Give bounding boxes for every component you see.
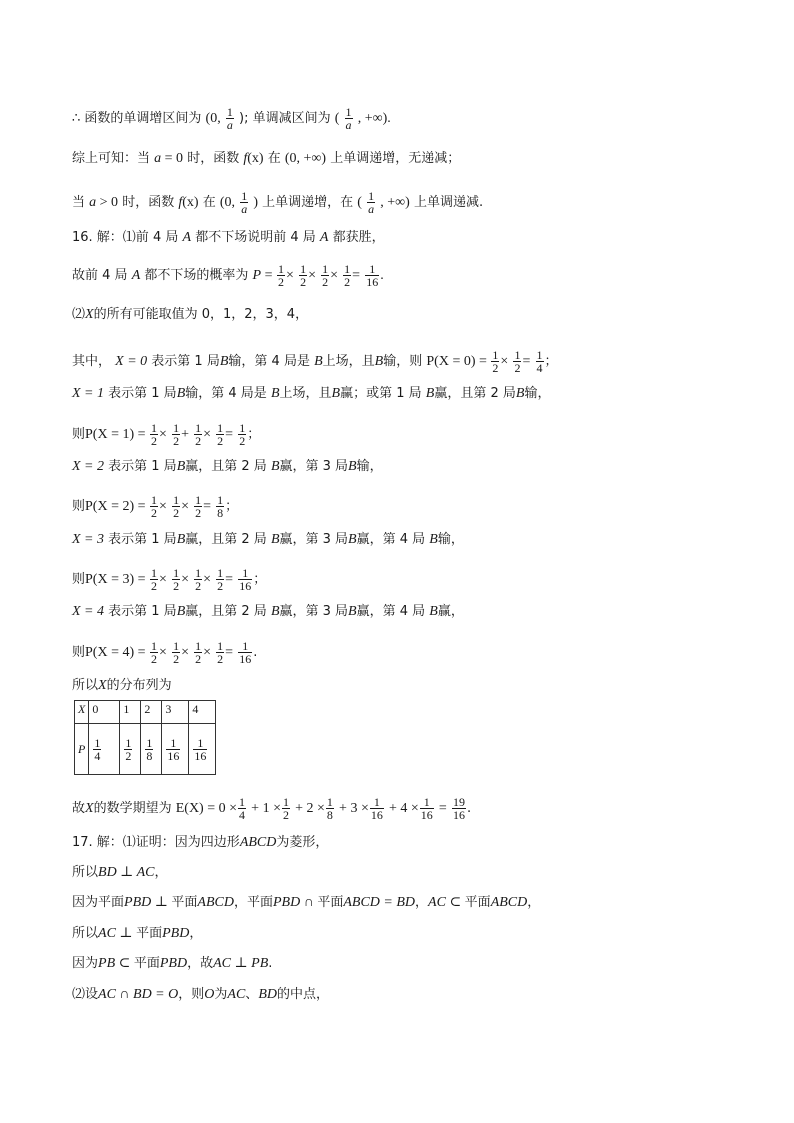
text: 赢，且第 2 局 (434, 386, 516, 401)
math: ABCD (239, 835, 277, 850)
fraction: $\frac{1}{a}$ (345, 105, 352, 132)
math: (x) (247, 151, 264, 166)
text: 上场，且 (279, 386, 332, 401)
math: B (270, 386, 280, 401)
fraction: $\frac{1}{2}$ (173, 421, 180, 448)
q17b-line: 所以BD ⊥ AC， (72, 865, 168, 880)
math: > 0 (96, 195, 119, 210)
math: A (182, 230, 192, 245)
q16-part2-line (72, 306, 308, 324)
fraction: $\frac{1}{2}$ (217, 421, 224, 448)
math: B (270, 604, 280, 619)
q16-part1-line (72, 229, 385, 247)
math: = (352, 268, 361, 283)
table-prob-row (75, 724, 216, 775)
fraction: $\frac{1}{2}$ (195, 639, 202, 666)
math: X = 4 (72, 604, 104, 619)
math: B (348, 604, 357, 619)
text: 表示第 1 局 (108, 604, 177, 619)
text: 的分布列为 (106, 678, 172, 693)
x4-line (72, 603, 464, 621)
text: 赢，且第 2 局 (185, 604, 267, 619)
text: 输，则 (383, 354, 423, 369)
math: P (252, 268, 262, 283)
fraction: $\frac{1}{2}$ (344, 262, 351, 289)
text: 所以 (72, 865, 99, 880)
text: 在 (267, 151, 281, 166)
text: 表示第 1 局 (108, 386, 177, 401)
table-cell: $\frac{1}{2}$ (120, 724, 141, 775)
text: 17. 解：⑴证明：因为四边形 (72, 835, 240, 850)
math: a (89, 195, 97, 210)
monotonic-intervals-line (72, 106, 391, 131)
text: 则 (72, 499, 86, 514)
text: ∴ 函数的单调增区间为 (72, 111, 202, 126)
text: 的所有可能取值为 0，1，2，3，4， (93, 307, 309, 322)
math: A (319, 230, 329, 245)
math: B (348, 532, 357, 547)
text: 故 (72, 801, 86, 816)
fraction: $\frac{1}{2}$ (173, 566, 180, 593)
text: 上场，且 (322, 354, 375, 369)
table-header-row (75, 701, 216, 724)
math: P(X = 2) = (85, 499, 150, 514)
table-cell: X (75, 701, 89, 724)
fraction: $\frac{1}{8}$ (217, 493, 224, 520)
fraction: $\frac{1}{2}$ (514, 348, 521, 375)
math: a (154, 151, 162, 166)
text: 则 (72, 427, 86, 442)
math: B (331, 386, 341, 401)
fraction: $\frac{1}{2}$ (151, 421, 158, 448)
math: B (270, 459, 280, 474)
math: , +∞). (357, 111, 391, 126)
q17d-line: 所以AC ⊥ 平面PBD， (72, 926, 203, 941)
fraction: $\frac{1}{4}$ (536, 348, 543, 375)
text: 表示第 1 局 (151, 354, 220, 369)
fraction: $\frac{1}{2}$ (173, 493, 180, 520)
q17e-line: 因为PB ⊂ 平面PBD，故AC ⊥ PB. (72, 956, 273, 971)
math: ) (253, 195, 258, 210)
text: 赢，第 4 局 (356, 604, 426, 619)
fraction: $\frac{1}{2}$ (151, 493, 158, 520)
fraction: $\frac{1}{2}$ (282, 795, 289, 822)
text: 当 (72, 195, 86, 210)
fraction: $\frac{1}{2}$ (492, 348, 499, 375)
x2-prob-line: 则P(X = 2) = $\frac{1}{2}$ × $\frac{1}{2}$ × $\frac{1}{2}$ = $\frac{1}{8}$ ； (72, 493, 239, 520)
math: × (286, 268, 294, 283)
math: B (176, 386, 186, 401)
math: B (314, 354, 323, 369)
math: X (98, 678, 107, 693)
fraction: $\frac{1}{2}$ (151, 639, 158, 666)
fraction: $\frac{19}{16}$ (452, 795, 465, 822)
math: B (425, 386, 435, 401)
fraction: $\frac{1}{a}$ (241, 189, 248, 216)
fraction: $\frac{1}{2}$ (173, 639, 180, 666)
math: (x) (182, 195, 199, 210)
table-cell: 2 (141, 701, 162, 724)
fraction: $\frac{1}{2}$ (195, 493, 202, 520)
math: f (243, 151, 248, 166)
x1-line (72, 385, 550, 403)
text: 上单调递增，在 (262, 195, 354, 210)
text: 在 (202, 195, 216, 210)
table-cell: 1 (120, 701, 141, 724)
math: ( (357, 195, 362, 210)
distribution-table (74, 700, 216, 775)
fraction: $\frac{1}{2}$ (278, 262, 285, 289)
q16-probability-line: 故前 4 局 A 都不下场的概率为 P = $\frac{1}{2}$ × $\frac{1}{2}$ × $\frac{1}{2}$ × $\frac{1}{2}$ = $\frac{1}{16}$ . (72, 262, 384, 289)
text: 则 (72, 645, 86, 660)
math: (0, (205, 111, 221, 126)
math: B (219, 354, 229, 369)
math: B (515, 386, 525, 401)
math: P(X = 0) = (426, 354, 491, 369)
math: = (261, 268, 277, 283)
text: 赢， (437, 604, 464, 619)
text: 时，函数 (187, 151, 240, 166)
math: P(X = 3) = (85, 572, 150, 587)
math: B (176, 459, 186, 474)
math: B (429, 604, 438, 619)
text: 赢，且第 2 局 (185, 459, 267, 474)
fraction: $\frac{1}{8}$ (326, 795, 333, 822)
text: 输，第 4 局是 (228, 354, 310, 369)
x2-line (72, 458, 383, 476)
q17c-line: 因为平面PBD ⊥ 平面ABCD，平面PBD ∩ 平面ABCD = BD，AC ⊂ 平面ABCD， (72, 895, 541, 910)
math: A (131, 268, 141, 283)
math: X = 2 (72, 459, 104, 474)
text: 16. 解：⑴前 4 局 (72, 230, 179, 245)
fraction: $\frac{1}{2}$ (195, 566, 202, 593)
text: 为菱形， (276, 835, 329, 850)
text: 赢，且第 2 局 (185, 532, 267, 547)
fraction: $\frac{1}{4}$ (239, 795, 246, 822)
math: P(X = 4) = (85, 645, 150, 660)
text: 综上可知：当 (72, 151, 151, 166)
text: 输，第 4 局是 (185, 386, 267, 401)
fraction: $\frac{1}{2}$ (239, 421, 246, 448)
q17f-line: ⑵设AC ∩ BD = O，则O为AC、BD的中点， (72, 987, 329, 1002)
text: 时，函数 (122, 195, 175, 210)
fraction: $\frac{1}{2}$ (322, 262, 329, 289)
expectation-line: 故X的数学期望为 E(X) = 0 × $\frac{1}{4}$ + 1 × $\frac{1}{2}$ + 2 × $\frac{1}{8}$ + 3 × $\frac{1}{16}$ + 4 × $\frac{1}{16}$ = $\frac{19}{16}$ . (72, 795, 472, 822)
fraction: $\frac{1}{16}$ (370, 795, 383, 822)
text: 表示第 1 局 (108, 459, 177, 474)
table-cell: 0 (89, 701, 120, 724)
table-cell: $\frac{1}{4}$ (89, 724, 120, 775)
text: 赢，第 4 局 (356, 532, 426, 547)
math: B (348, 459, 357, 474)
text: 因为平面 (72, 895, 125, 910)
text: ⑵ (72, 307, 86, 322)
text: 则 (72, 572, 86, 587)
fraction: $\frac{1}{a}$ (226, 105, 233, 132)
fraction: $\frac{1}{2}$ (195, 421, 202, 448)
table-cell: 4 (189, 701, 216, 724)
x3-prob-line: 则P(X = 3) = $\frac{1}{2}$ × $\frac{1}{2}$ × $\frac{1}{2}$ × $\frac{1}{2}$ = $\frac{1}{16}$ ； (72, 566, 267, 593)
math: × (330, 268, 339, 283)
table-cell: $\frac{1}{16}$ (162, 724, 189, 775)
fraction: $\frac{1}{16}$ (239, 639, 252, 666)
math: E(X) = (175, 801, 219, 816)
math: B (374, 354, 384, 369)
fraction: $\frac{1}{2}$ (217, 566, 224, 593)
math: , +∞) (380, 195, 410, 210)
x4-prob-line: 则P(X = 4) = $\frac{1}{2}$ × $\frac{1}{2}$ × $\frac{1}{2}$ × $\frac{1}{2}$ = $\frac{1}{16}$ . (72, 639, 258, 666)
math: ( (334, 111, 340, 126)
x3-line (72, 531, 464, 549)
math: f (178, 195, 183, 210)
table-cell: P (75, 724, 89, 775)
fraction: $\frac{1}{2}$ (300, 262, 307, 289)
distribution-title (72, 677, 172, 695)
fraction: $\frac{1}{16}$ (239, 566, 252, 593)
text: 其中， (72, 354, 112, 369)
text: 赢，第 3 局 (279, 532, 349, 547)
math: X (85, 801, 94, 816)
math: X = 3 (72, 532, 104, 547)
fraction: $\frac{1}{2}$ (217, 639, 224, 666)
fraction: $\frac{1}{a}$ (368, 189, 375, 216)
table-cell: 3 (162, 701, 189, 724)
x0-line: 其中， X = 0 表示第 1 局B输，第 4 局是 B上场，且B输，则 P(X = 0) = $\frac{1}{2}$ × $\frac{1}{2}$ = $\frac{1}{4}$ ； (72, 348, 558, 375)
text: 上单调递减. (413, 195, 484, 210)
math: (0, +∞) (284, 151, 327, 166)
text: 赢，第 3 局 (279, 604, 349, 619)
math: B (429, 532, 438, 547)
table-cell: $\frac{1}{8}$ (141, 724, 162, 775)
math: X (85, 307, 94, 322)
text: 赢，第 3 局 (279, 459, 349, 474)
table-cell: $\frac{1}{16}$ (189, 724, 216, 775)
math: = 0 (161, 151, 184, 166)
text: 表示第 1 局 (108, 532, 177, 547)
text: 都不下场的概率为 (144, 268, 249, 283)
fraction: $\frac{1}{16}$ (420, 795, 433, 822)
text: 故前 4 局 (72, 268, 128, 283)
math: X = 0 (115, 354, 148, 369)
fraction: $\frac{1}{2}$ (151, 566, 158, 593)
math: X = 1 (72, 386, 104, 401)
math: B (270, 532, 280, 547)
math: B (176, 604, 186, 619)
fraction: $\frac{1}{16}$ (366, 262, 379, 289)
math: B (176, 532, 186, 547)
x1-prob-line: 则P(X = 1) = $\frac{1}{2}$ × $\frac{1}{2}$ + $\frac{1}{2}$ × $\frac{1}{2}$ = $\frac{1}{2}$ ； (72, 421, 261, 448)
text: 都获胜， (332, 230, 385, 245)
text: 的数学期望为 (93, 801, 172, 816)
text: 上单调递增，无递减； (330, 151, 461, 166)
text: 赢；或第 1 局 (340, 386, 422, 401)
math: P(X = 1) = (85, 427, 150, 442)
case-a-positive-line (72, 190, 483, 215)
math: (0, (219, 195, 236, 210)
text: 都不下场说明前 4 局 (195, 230, 316, 245)
text: 输， (356, 459, 383, 474)
text: 输， (524, 386, 551, 401)
math: × (308, 268, 316, 283)
text: 输， (437, 532, 464, 547)
math: BD ⊥ AC (98, 865, 155, 880)
q17-line (72, 834, 328, 852)
text: 所以 (72, 678, 99, 693)
text: ); 单调减区间为 (239, 111, 331, 126)
summary-line (72, 150, 460, 168)
